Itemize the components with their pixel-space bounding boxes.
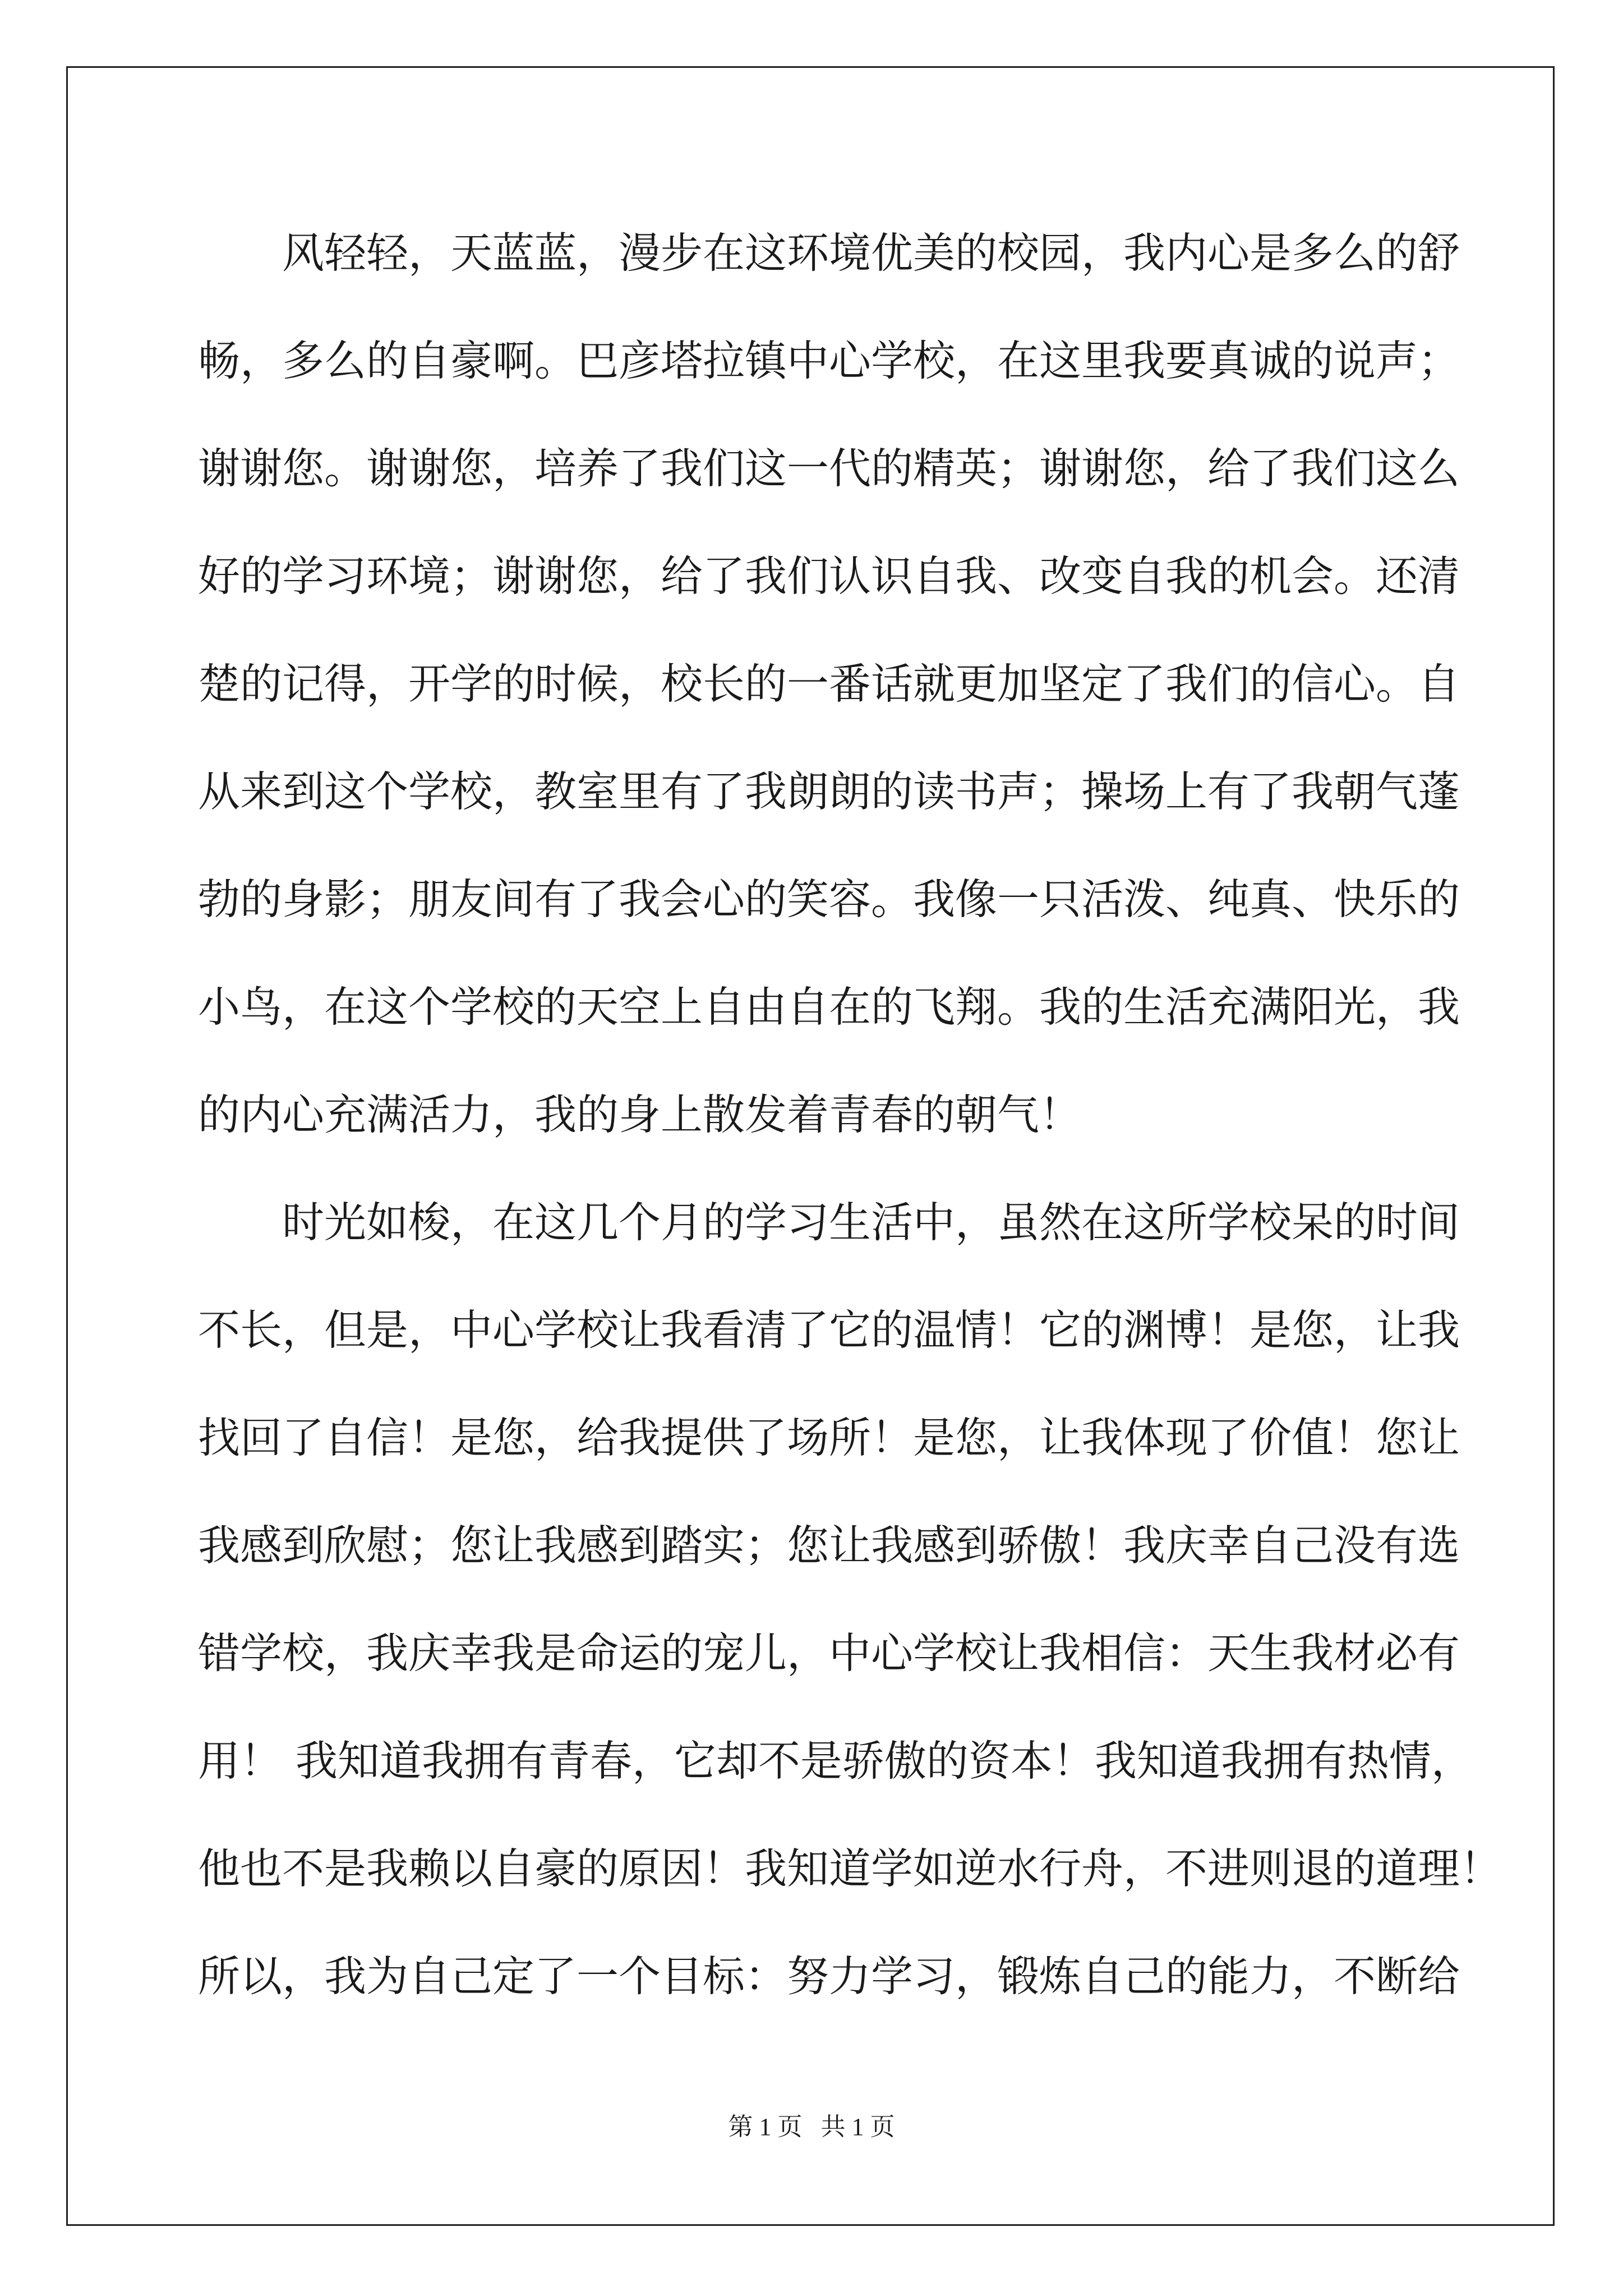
paragraph-1-line-5: 楚的记得，开学的时候，校长的一番话就更加坚定了我们的信心。自 [198,659,1460,708]
document-body [198,213,1502,2044]
paragraph-1-line-7: 勃的身影；朋友间有了我会心的笑容。我像一只活泼、纯真、快乐的 [198,875,1460,924]
paragraph-1-line-3: 谢谢您。谢谢您，培养了我们这一代的精英；谢谢您，给了我们这么 [198,444,1460,493]
paragraph-1-line-1: 风轻轻，天蓝蓝，漫步在这环境优美的校园，我内心是多么的舒 [282,228,1460,278]
paragraph-2-line-3: 找回了自信！是您，给我提供了场所！是您，让我体现了价值！您让 [198,1413,1460,1462]
paragraph-2-line-6: 用！ 我知道我拥有青春，它却不是骄傲的资本！我知道我拥有热情， [198,1736,1473,1786]
paragraph-2-line-1: 时光如梭，在这几个月的学习生活中，虽然在这所学校呆的时间 [282,1198,1460,1247]
paragraph-1-line-2: 畅，多么的自豪啊。巴彦塔拉镇中心学校，在这里我要真诚的说声； [198,336,1460,385]
paragraph-2-line-2: 不长，但是，中心学校让我看清了它的温情！它的渊博！是您，让我 [198,1305,1460,1355]
paragraph-1-line-8: 小鸟，在这个学校的天空上自由自在的飞翔。我的生活充满阳光，我 [198,982,1460,1032]
paragraph-1-line-9: 的内心充满活力，我的身上散发着青春的朝气！ [198,1090,1082,1139]
page-number-footer: 第 1 页 共 1 页 [728,2113,895,2141]
paragraph-1-line-4: 好的学习环境；谢谢您，给了我们认识自我、改变自我的机会。还清 [198,551,1460,601]
paragraph-2-line-5: 错学校，我庆幸我是命运的宠儿，中心学校让我相信：天生我材必有 [198,1628,1460,1678]
paragraph-2-line-7: 他也不是我赖以自豪的原因！我知道学如逆水行舟，不进则退的道理！ [198,1844,1502,1893]
paragraph-2-line-4: 我感到欣慰；您让我感到踏实；您让我感到骄傲！我庆幸自己没有选 [198,1521,1460,1570]
paragraph-1-line-6: 从来到这个学校，教室里有了我朗朗的读书声；操场上有了我朝气蓬 [198,767,1460,816]
paragraph-2-line-8: 所以，我为自己定了一个目标：努力学习，锻炼自己的能力，不断给 [198,1952,1460,2001]
